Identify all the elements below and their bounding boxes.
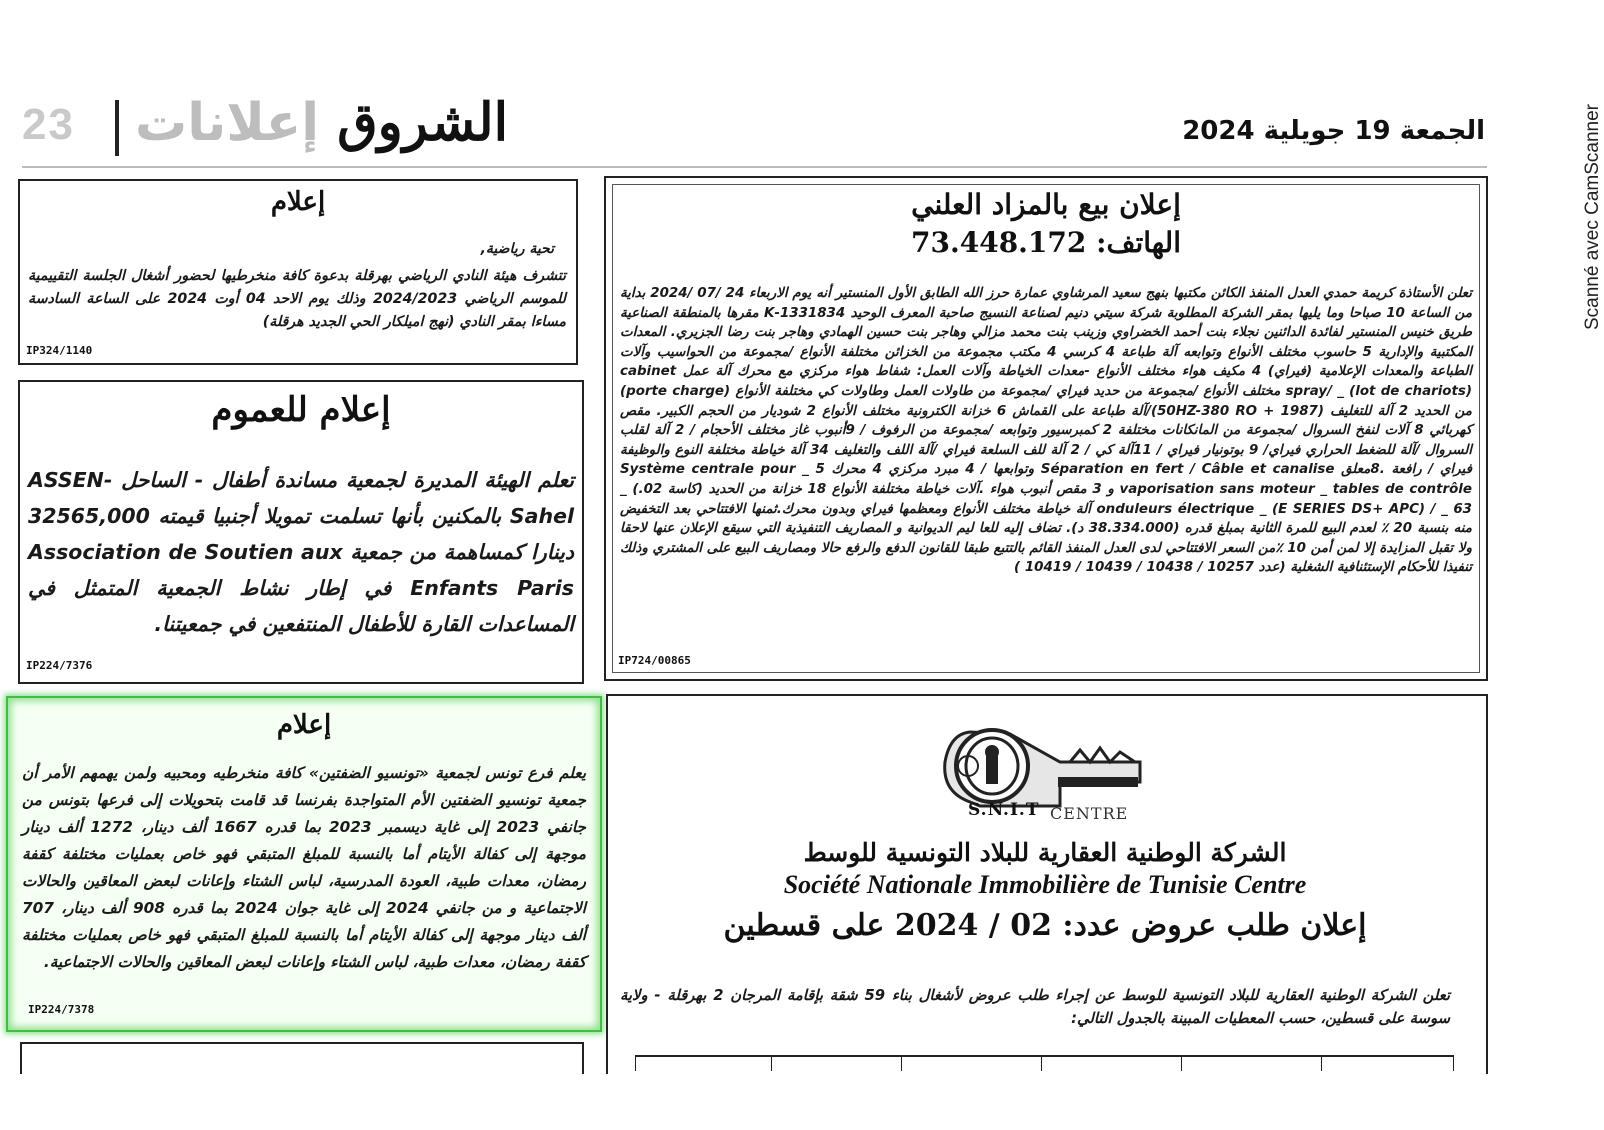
newspaper-brand — [135, 92, 508, 153]
table-col-divider — [901, 1057, 902, 1071]
club-title: إعلام — [270, 187, 326, 217]
snit-logo-text: S.N.I.T — [968, 800, 1040, 820]
next-notice-frame — [20, 1042, 584, 1074]
table-col-divider — [1181, 1057, 1182, 1071]
header-separator — [115, 100, 119, 156]
snit-name-fr: Société Nationale Immobilière de Tunisie Centre — [783, 870, 1307, 899]
public-title: إعلام للعموم — [211, 390, 391, 430]
issue-date: الجمعة 19 جويلية 2024 — [1182, 116, 1485, 146]
association-reference: IP224/7378 — [28, 1003, 95, 1016]
page-number: 23 — [22, 100, 75, 149]
club-reference: IP324/1140 — [26, 344, 93, 357]
snit-body: تعلن الشركة الوطنية العقارية للبلاد التونسية للوسط عن إجراء طلب عروض لأشغال بناء 59 شقة بإقامة المرجان 2 بهرقلة - ولاية سوسة على قسطين، حسب المعطيات المبينة بالجدول التالي: — [620, 987, 1450, 1027]
association-notice — [6, 696, 602, 1032]
auction-body: تعلن الأستاذة كريمة حمدي العدل المنفذ الكائن مكتبها بنهج سعيد المرشاوي عمارة حرز الله الطابق الأول المنستير أنه يوم الاربعاء 24 /07 /2024 بداية من الساعة 10 صباحا وما يليها بمقر الشركة المطلوبة شركة سيتي دنيم لصناعة النسيج صاحبة المعرف الوحيد 1331834-K مقرها بالمنطقة الصناعية طريق خنيس المنستير لفائدة الدائنين نجلاء بنت أحمد الخضراوي وزينب بنت محمد مزالي وهاجر بنت حسين الهمادي وهاجر بنت رضا الجزيري. المعدات المكتبية والإدارية 5 حاسوب مختلف الأنواع وتوابعه آلة طباعة 4 كرسي 4 مكتب مجموعة من الخزائن مختلفة الأنواع /مجموعة من الحواسيب وآلات الطباعة والمعدات الإعلامية (فيراي) 4 مكيف هواء مختلف الأنواع -معدات الخياطة وآلات العمل: شفاط هواء مركزي مع محرك آلة عمل cabinet spray/ _ (lot de chariots) مختلف الأنواع /مجموعة من حديد فيراي /مجموعة من طاولات العمل وطاولات كي مختلفة الأنواع (porte charge) من الحديد 2 آلة للتغليف (1987 + 50HZ-380 RO)/آلة طباعة على القماش 6 خزانة الكترونية مختلف الأنواع 2 شوديار من الحجم الكبير. مقص كهربائي 8 آلات لنفخ السروال /مجموعة من المانكانات مختلفة 2 كمبرسيور وتوابعه /مجموعة من الرفوف / 9أنبوب غاز مختلف الأحجام / 2 آلة لقلب السروال /آلة للضغط الحراري فيراي/ 9 بوتونيار فيراي / 11آلة كي / 2 آلة للف السلعة فيراي /آلة اللف والتغليف 34 آلة خياطة مختلفة النوع والوظيفة فيراي / رافعة .8معلق Séparation en fert / Câble et canalise وتوابعها / 4 مبرد مركزي 4 محرك 5 _ Système centrale pour vaporisation sans moteur _ tables de contrôle و 3 مقص أنبوب هواء .آلات خياطة مختلفة الأنواع 18 خزانة من الحديد (كاسة 02.) _ onduleurs électrique _ (E SERIES DS+ APC) / _ 63 آلة خياطة مختلف الأنواع ومعظمها فيراي وبدون محرك.ثمنها الافتتاحي بعد التخفيض منه بنسبة 20 ٪ لعدم البيع للمرة الثانية بمبلغ قدره (38.334.000 د). تضاف إليه للعا ليم الديوانية و المصاريف التنفيذية التي سيقع الإعلان عنها لاحقا ولا تقبل المزايدة إلا لمن أمن 10 ٪من السعر الافتتاحي لدى العدل المنفذ القائم بالتتبع طبقا للقانون الدفع والرفع حالا ومصاريف البيع على المشتري وذلك تنفيذا للأحكام الإستئنافية الشغلية (عدد 10257 / 10438 / 10439 / 10419 ) — [620, 286, 1473, 576]
public-body: تعلم الهيئة المديرة لجمعية مساندة أطفال - الساحل ASSEN-Sahel بالمكنين بأنها تسلمت تمويلا أجنبيا قيمته 32565,000 دينارا كمساهمة من جمعية Association de Soutien aux Enfants Paris في إطار نشاط الجمعية المتمثل في المساعدات القارة للأطفال المنتفعين في جمعيتنا. — [28, 468, 574, 636]
header-rule — [22, 166, 1487, 168]
scanner-watermark — [1560, 30, 1603, 330]
tender-table — [635, 1055, 1454, 1071]
auction-title: إعلان بيع بالمزاد العلني — [911, 188, 1181, 221]
auction-notice — [604, 176, 1488, 681]
public-reference: IP224/7376 — [26, 659, 93, 672]
club-notice — [18, 179, 578, 365]
auction-reference: IP724/00865 — [618, 654, 691, 667]
club-greeting: تحية رياضية, — [480, 241, 554, 257]
brand-grey: إعلانات — [135, 93, 320, 153]
snit-tender-title: إعلان طلب عروض عدد: 02 / 2024 على قسطين — [723, 908, 1367, 943]
snit-logo-centre: CENTRE — [1050, 804, 1129, 823]
table-col-divider — [1321, 1057, 1322, 1071]
table-col-divider — [1041, 1057, 1042, 1071]
scanner-note: Scanné avec CamScanner — [1582, 103, 1603, 330]
brand-black: الشروق — [337, 92, 509, 153]
association-body: يعلم فرع تونس لجمعية «تونسيو الضفتين» كافة منخرطيه ومحبيه ولمن يهمهم الأمر أن جمعية تونسيو الضفتين الأم المتواجدة بفرنسا قد قامت بتحويلات إلى فرعها بتونس من جانفي 2023 إلى غاية ديسمبر 2023 بما قدره 1667 ألف دينار، 1272 ألف دينار موجهة إلى كفالة الأيتام أما بالنسبة للمبلغ المتبقي فهو خاص بعمليات مختلفة كقفة رمضان، معدات طبية، العودة المدرسية، لباس الشتاء وإعانات لبعض المعاقين والحالات الاجتماعية و من جانفي 2024 إلى غاية جوان 2024 بما قدره 908 ألف دينار، 707 ألف دينار موجهة إلى كفالة الأيتام أما بالنسبة للمبلغ المتبقي فهو خاص بعمليات مختلفة كقفة رمضان، معدات طبية، لباس الشتاء وإعانات لبعض المعاقين والحالات الاجتماعية. — [22, 764, 586, 971]
association-title: إعلام — [276, 710, 332, 740]
club-body: تتشرف هيئة النادي الرياضي بهرقلة بدعوة كافة منخرطيها لحضور أشغال الجلسة التقييمية للموسم الرياضي 2024/2023 وذلك يوم الاحد 04 أوت 2024 على الساعة السادسة مساءا بمقر النادي (نهج اميلكار الحي الجديد هرقلة) — [28, 268, 566, 330]
snit-name-ar: الشركة الوطنية العقارية للبلاد التونسية للوسط — [803, 838, 1287, 867]
table-col-divider — [771, 1057, 772, 1071]
auction-phone: الهاتف: 73.448.172 — [911, 226, 1181, 259]
public-notice — [18, 380, 584, 684]
